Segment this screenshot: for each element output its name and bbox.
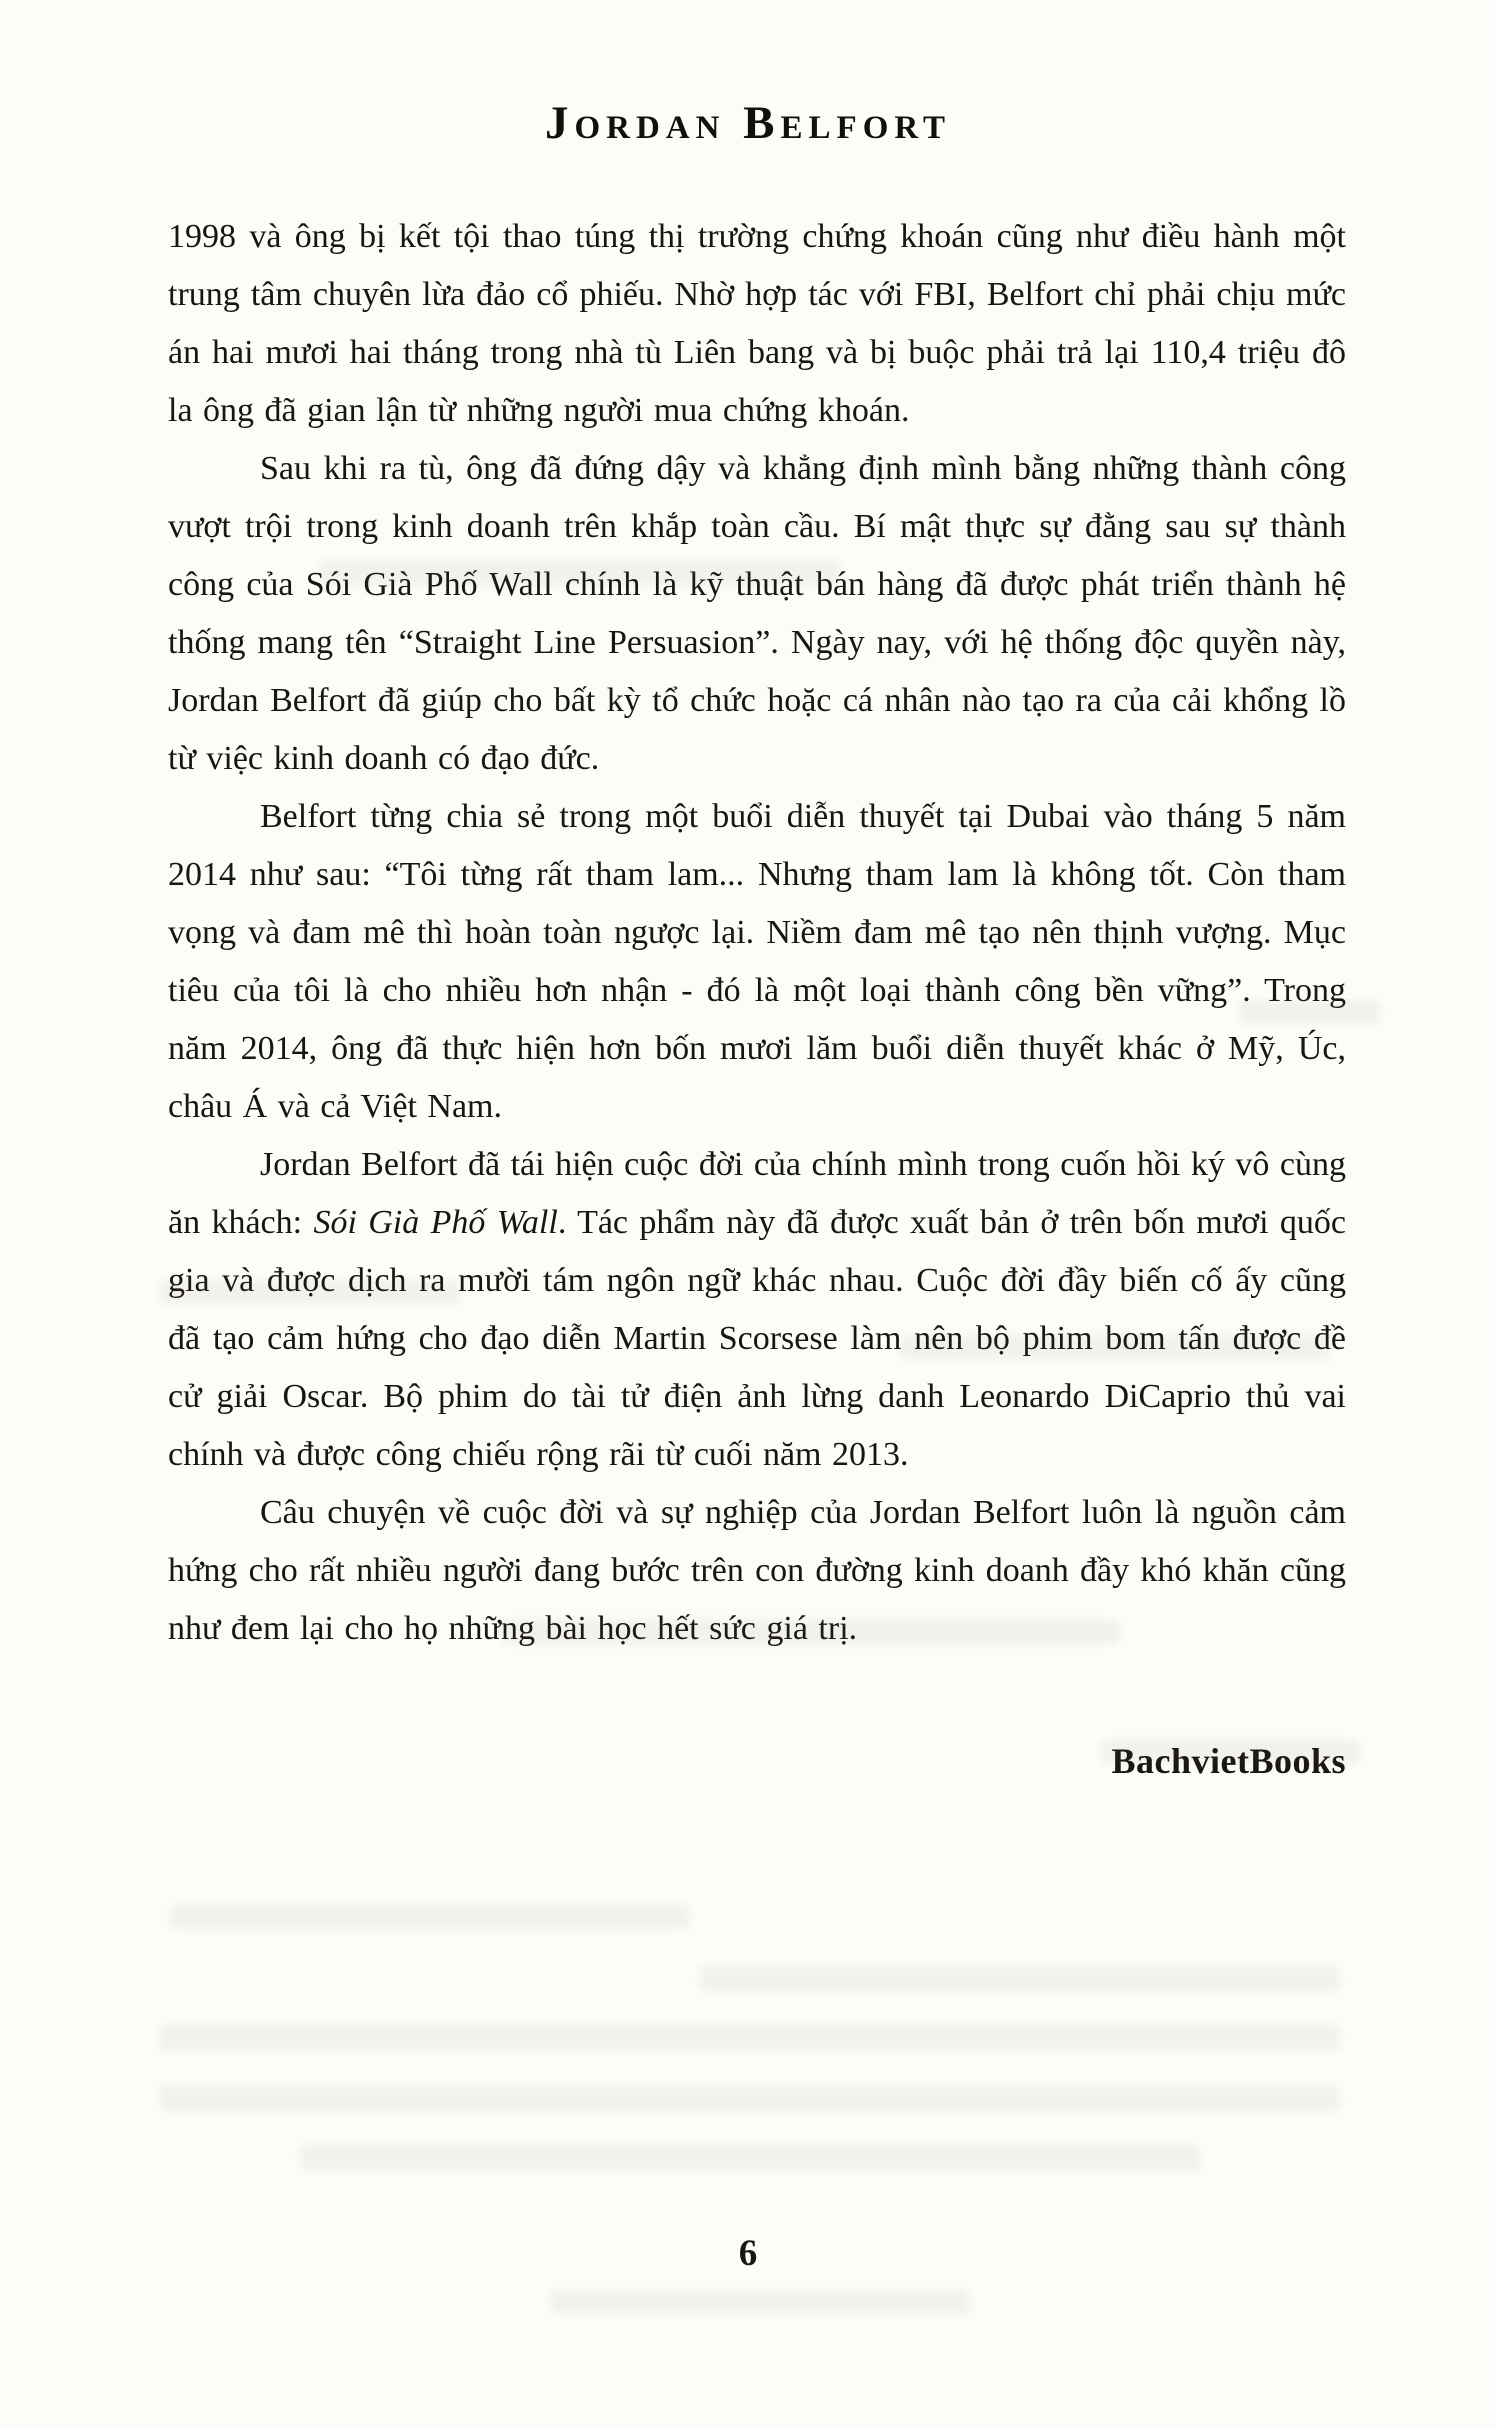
paragraph-text: Jordan Belfort đã tái hiện cuộc đời của chính mình trong cuốn hồi ký vô cùng ăn khách:: [168, 1146, 1346, 1241]
paragraph-text: . Tác phẩm này đã được xuất bản ở trên bốn mươi quốc gia và được dịch ra mười tám ngôn ngữ khác nhau. Cuộc đời đầy biến cố ấy cũng đã tạo cảm hứng cho đạo diễn Martin Scorsese làm nên bộ phim bom tấn được đề cử giải Oscar. Bộ phim do tài tử điện ảnh lừng danh Leonardo DiCaprio thủ vai chính và được công chiếu rộng rãi từ cuối năm 2013.: [168, 1204, 1347, 1473]
paragraph-text: 1998 và ông bị kết tội thao túng thị trường chứng khoán cũng như điều hành một trung tâm chuyên lừa đảo cổ phiếu. Nhờ hợp tác với FBI, Belfort chỉ phải chịu mức án hai mươi hai tháng trong nhà tù Liên bang và bị buộc phải trả lại 110,4 triệu đô la ông đã gian lận từ những người mua chứng khoán.: [168, 218, 1346, 429]
publisher-signature: BachvietBooks: [1111, 1741, 1346, 1781]
paragraph-5: [168, 1484, 1346, 1658]
bleedthrough-artifact: [160, 2025, 1341, 2051]
bleedthrough-artifact: [550, 2290, 971, 2314]
bleedthrough-artifact: [160, 2085, 1341, 2111]
paragraph-2: [168, 440, 1346, 788]
bleedthrough-artifact: [300, 2145, 1201, 2171]
paragraph-text: Belfort từng chia sẻ trong một buổi diễn thuyết tại Dubai vào tháng 5 năm 2014 như sau: “Tôi từng rất tham lam... Nhưng tham lam là không tốt. Còn tham vọng và đam mê thì hoàn toàn ngược lại. Niềm đam mê tạo nên thịnh vượng. Mục tiêu của tôi là cho nhiều hơn nhận - đó là một loại thành công bền vững”. Trong năm 2014, ông đã thực hiện hơn bốn mươi lăm buổi diễn thuyết khác ở Mỹ, Úc, châu Á và cả Việt Nam.: [168, 798, 1346, 1125]
page-header-title: Jordan Belfort: [544, 97, 952, 149]
page-number: 6: [738, 2233, 758, 2274]
bleedthrough-artifact: [170, 1905, 691, 1929]
paragraph-4: [168, 1136, 1346, 1484]
paragraph-3: [168, 788, 1346, 1136]
paragraph-text: Câu chuyện về cuộc đời và sự nghiệp của Jordan Belfort luôn là nguồn cảm hứng cho rất nhiều người đang bước trên con đường kinh doanh đầy khó khăn cũng như đem lại cho họ những bài học hết sức giá trị.: [168, 1494, 1346, 1647]
book-title-italic: Sói Già Phố Wall: [313, 1204, 558, 1241]
paragraph-1: [168, 208, 1346, 440]
paragraph-text: Sau khi ra tù, ông đã đứng dậy và khẳng định mình bằng những thành công vượt trội trong kinh doanh trên khắp toàn cầu. Bí mật thực sự đằng sau sự thành công của Sói Già Phố Wall chính là kỹ thuật bán hàng đã được phát triển thành hệ thống mang tên “Straight Line Persuasion”. Ngày nay, với hệ thống độc quyền này, Jordan Belfort đã giúp cho bất kỳ tổ chức hoặc cá nhân nào tạo ra của cải khổng lồ từ việc kinh doanh có đạo đức.: [168, 450, 1346, 777]
page-body: [168, 208, 1346, 1658]
bleedthrough-artifact: [700, 1965, 1341, 1991]
